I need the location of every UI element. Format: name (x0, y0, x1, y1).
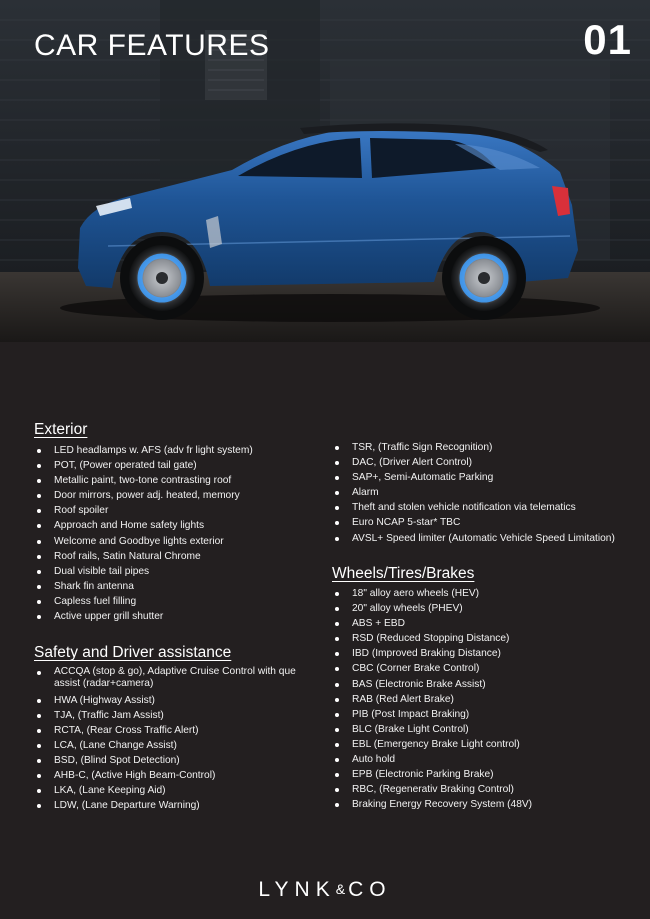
list-item: POT, (Power operated tail gate) (34, 458, 253, 473)
list-item: LCA, (Lane Change Assist) (34, 738, 304, 753)
list-item: LED headlamps w. AFS (adv fr light system) (34, 443, 253, 458)
list-item: IBD (Improved Braking Distance) (332, 646, 532, 661)
wheels-heading: Wheels/Tires/Brakes (332, 565, 475, 582)
rear-wheel-icon (442, 236, 526, 320)
list-item: Alarm (332, 485, 615, 500)
front-wheel-icon (120, 236, 204, 320)
list-item: AHB-C, (Active High Beam-Control) (34, 768, 304, 783)
list-item: Shark fin antenna (34, 579, 253, 594)
list-item: HWA (Highway Assist) (34, 693, 304, 708)
list-item: EBL (Emergency Brake Light control) (332, 737, 532, 752)
list-item: Capless fuel filling (34, 594, 253, 609)
list-item: Door mirrors, power adj. heated, memory (34, 488, 253, 503)
list-item: BSD, (Blind Spot Detection) (34, 753, 304, 768)
list-item: TSR, (Traffic Sign Recognition) (332, 440, 615, 455)
list-item: 18" alloy aero wheels (HEV) (332, 586, 532, 601)
list-item: Metallic paint, two-tone contrasting roof (34, 473, 253, 488)
logo-ampersand: & (335, 881, 349, 897)
list-item: RSD (Reduced Stopping Distance) (332, 631, 532, 646)
list-item: Auto hold (332, 752, 532, 767)
logo-left-text: LYNK (258, 878, 336, 901)
logo-right-text: CO (348, 878, 392, 901)
list-item: 20" alloy wheels (PHEV) (332, 601, 532, 616)
list-item: Approach and Home safety lights (34, 518, 253, 533)
brand-logo (0, 878, 650, 902)
list-item: DAC, (Driver Alert Control) (332, 455, 615, 470)
list-item: LDW, (Lane Departure Warning) (34, 798, 304, 813)
list-item: Euro NCAP 5-star* TBC (332, 515, 615, 530)
list-item: LKA, (Lane Keeping Aid) (34, 783, 304, 798)
list-item: BAS (Electronic Brake Assist) (332, 677, 532, 692)
safety-list (34, 665, 304, 814)
list-item: Welcome and Goodbye lights exterior (34, 534, 253, 549)
list-item: ABS + EBD (332, 616, 532, 631)
list-item: CBC (Corner Brake Control) (332, 661, 532, 676)
wheels-list (332, 586, 532, 812)
exterior-list (34, 443, 253, 624)
list-item: Roof spoiler (34, 503, 253, 518)
list-item: RCTA, (Rear Cross Traffic Alert) (34, 723, 304, 738)
list-item: Dual visible tail pipes (34, 564, 253, 579)
list-item: Braking Energy Recovery System (48V) (332, 797, 532, 812)
page-title: CAR FEATURES (34, 29, 270, 62)
exterior-heading: Exterior (34, 421, 88, 438)
list-item: Active upper grill shutter (34, 609, 253, 624)
list-item: RBC, (Regenerativ Braking Control) (332, 782, 532, 797)
page-number: 01 (583, 16, 632, 63)
safety-heading: Safety and Driver assistance (34, 644, 232, 661)
list-item: Theft and stolen vehicle notification via telematics (332, 500, 615, 515)
safety-continued-list (332, 440, 615, 546)
list-item: Roof rails, Satin Natural Chrome (34, 549, 253, 564)
list-item: EPB (Electronic Parking Brake) (332, 767, 532, 782)
hero-image (0, 0, 650, 342)
list-item: PIB (Post Impact Braking) (332, 707, 532, 722)
list-item: RAB (Red Alert Brake) (332, 692, 532, 707)
list-item: SAP+, Semi-Automatic Parking (332, 470, 615, 485)
list-item: BLC (Brake Light Control) (332, 722, 532, 737)
list-item: ACCQA (stop & go), Adaptive Cruise Control with que assist (radar+camera) (34, 666, 304, 691)
list-item: TJA, (Traffic Jam Assist) (34, 708, 304, 723)
list-item: AVSL+ Speed limiter (Automatic Vehicle Speed Limitation) (332, 531, 615, 546)
